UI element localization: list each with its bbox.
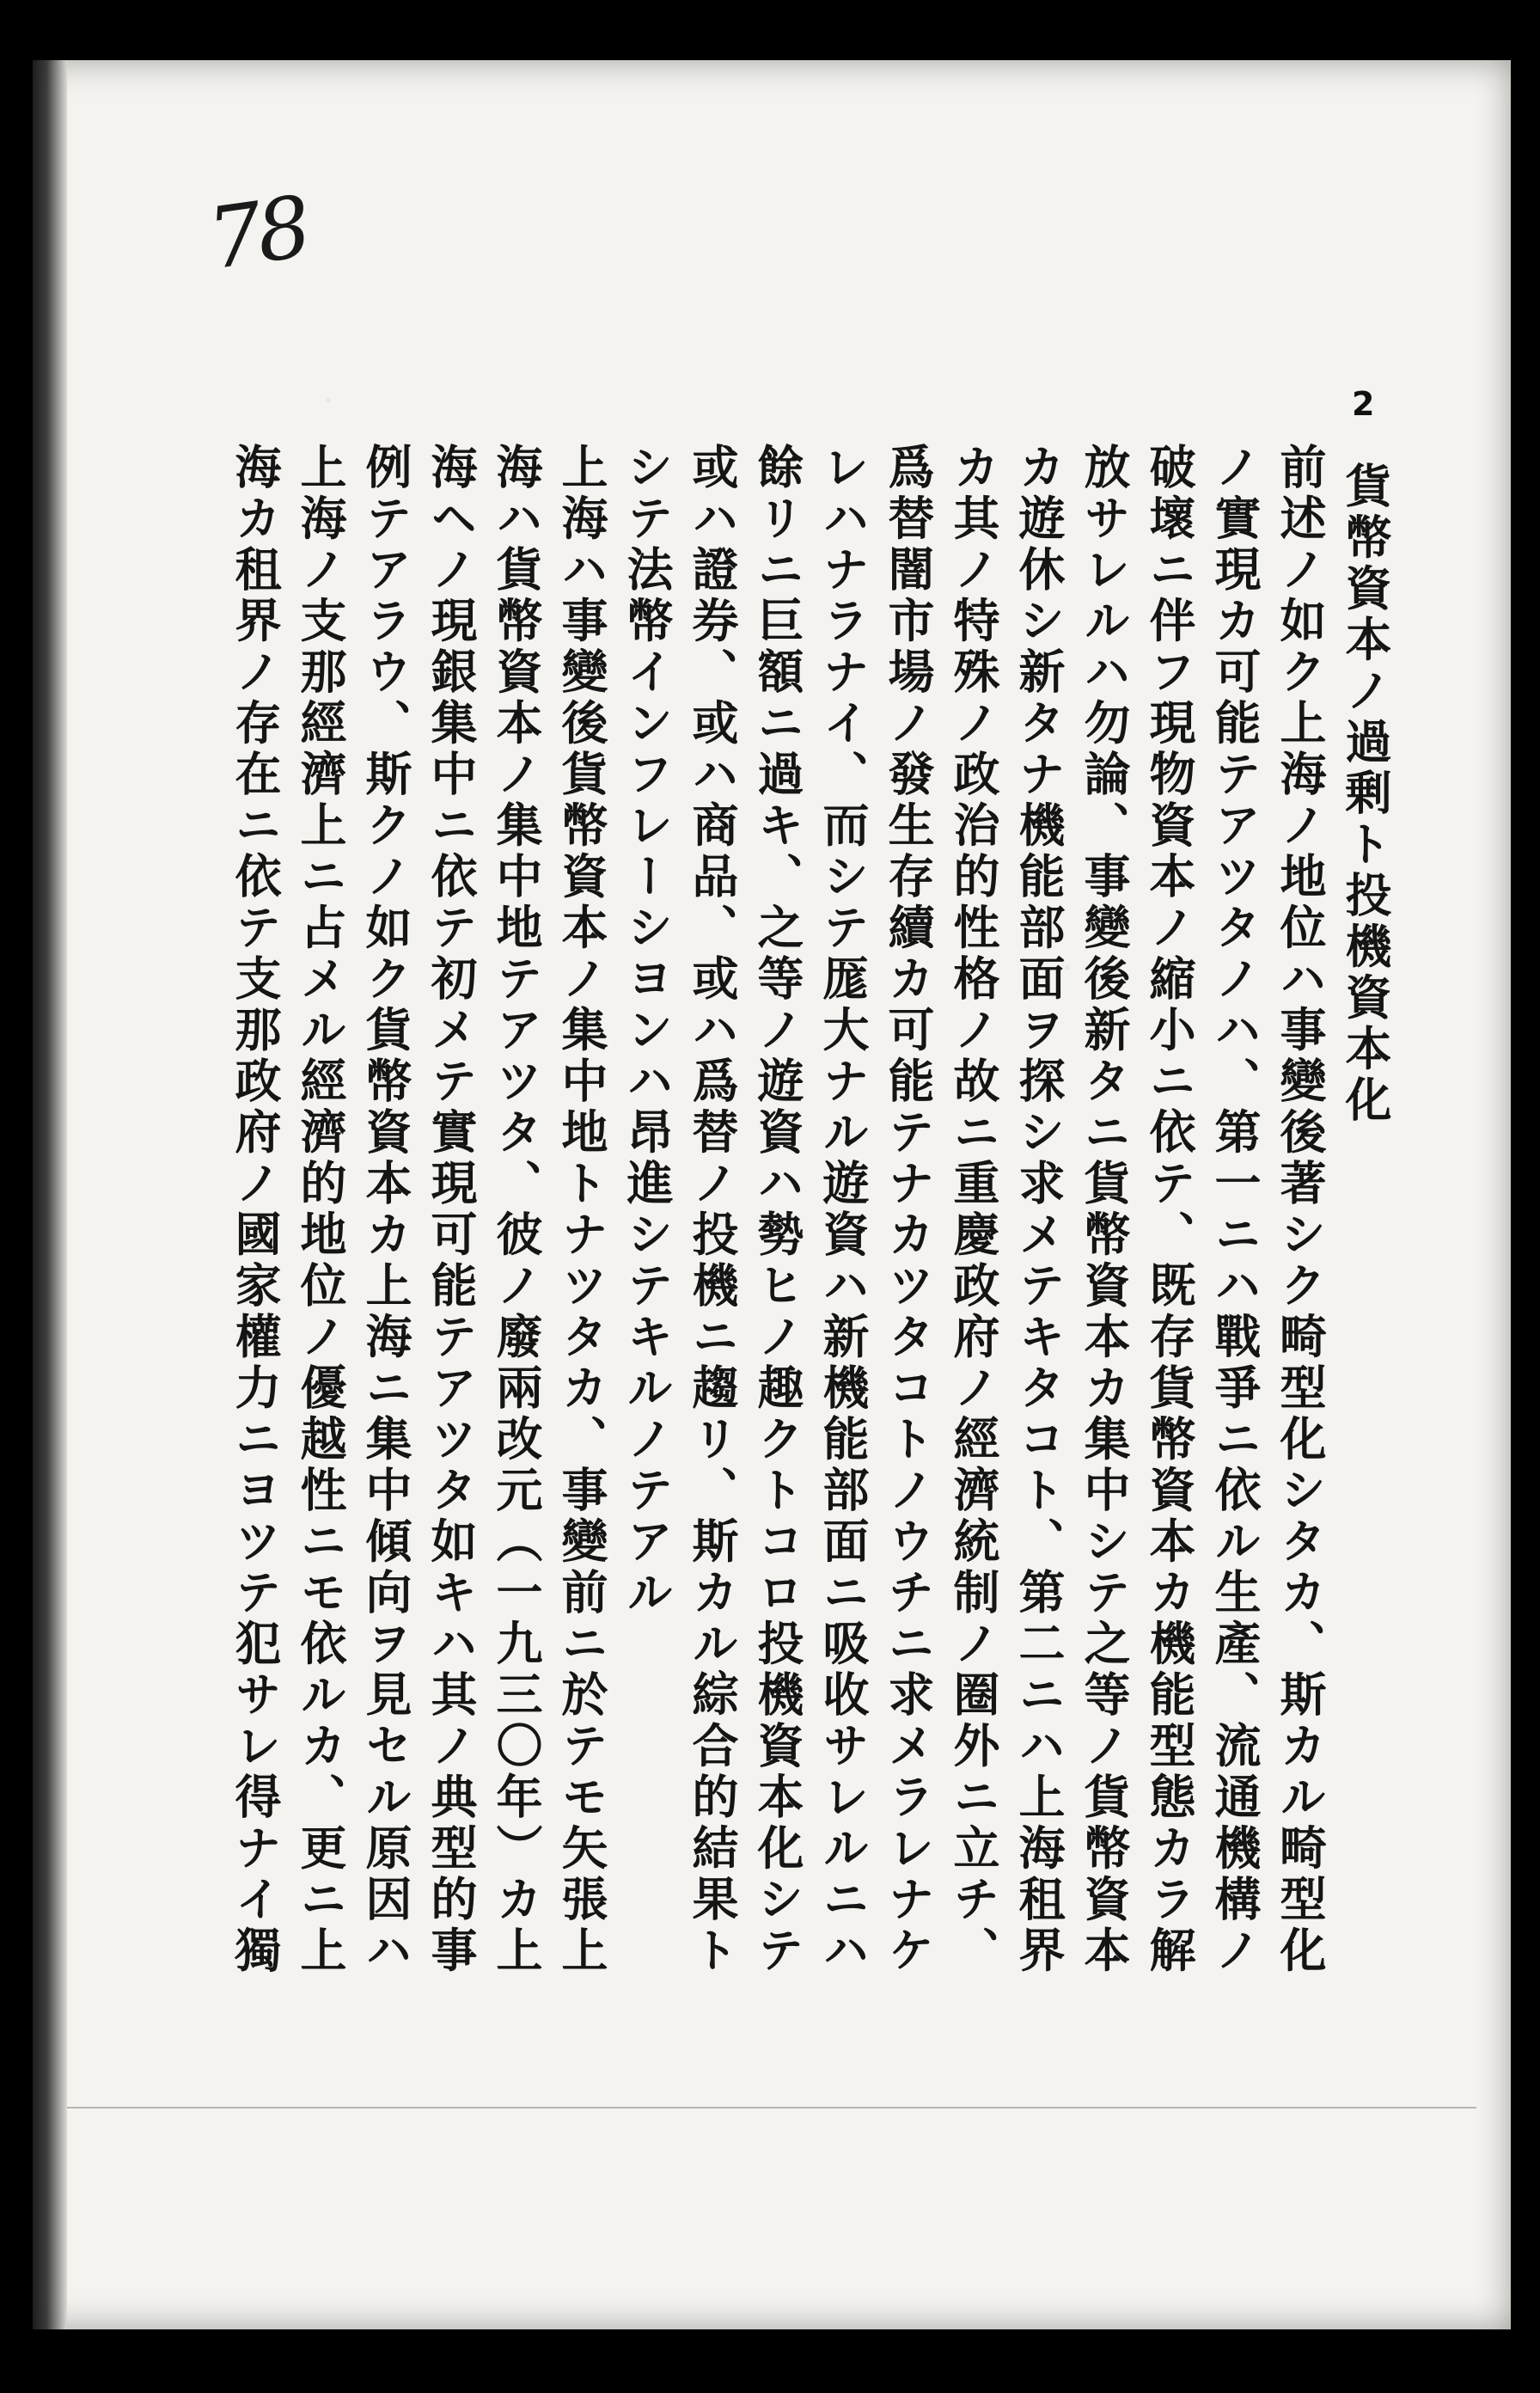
- text-column: 放サレルハ勿論、事變後新タニ貨幣資本カ集中シテ之等ノ貨幣資本: [1077, 443, 1132, 1977]
- text-column: ノ實現カ可能テアツタノハ、第一ニハ戰爭ニ依ル生產、流通機構ノ: [1207, 443, 1262, 1977]
- text-column: 海ハ貨幣資本ノ集中地テアツタ、彼ノ廢兩改元（一九三〇年）カ上: [489, 443, 544, 1977]
- text-column: 破壞ニ伴フ現物資本ノ縮小ニ依テ、既存貨幣資本カ機能型態カラ解: [1142, 443, 1197, 1977]
- text-column: カ遊休シ新タナ機能部面ヲ探シ求メテキタコト、第二ニハ上海租界: [1011, 443, 1066, 1977]
- text-column: レハナラナイ、而シテ厖大ナル遊資ハ新機能部面ニ吸收サレルニハ: [816, 443, 871, 1977]
- vertical-text-block: [226, 443, 1395, 2256]
- text-column: 爲替闇市場ノ發生存續カ可能テナカツタコトノウチニ求メラレナケ: [881, 443, 936, 1977]
- text-column: 海ヘノ現銀集中ニ依テ初メテ實現可能テアツタ如キハ其ノ典型的事: [424, 443, 479, 1977]
- text-column: カ其ノ特殊ノ政治的性格ノ故ニ重慶政府ノ經濟統制ノ圈外ニ立チ、: [946, 443, 1001, 1977]
- text-column: 或ハ證券、或ハ商品、或ハ爲替ノ投機ニ趨リ、斯カル綜合的結果ト: [685, 443, 740, 1977]
- document-page: [33, 60, 1511, 2329]
- text-column: 前述ノ如ク上海ノ地位ハ事變後著シク畸型化シタカ、斯カル畸型化: [1273, 443, 1328, 1977]
- printed-page-number: 2: [1352, 385, 1375, 423]
- text-column: 餘リニ巨額ニ過キ、之等ノ遊資ハ勢ヒノ趣クトコロ投機資本化シテ: [750, 443, 805, 1977]
- handwritten-page-number: 78: [202, 178, 313, 290]
- section-heading: 貨幣資本ノ過剰ト投機資本化: [1338, 462, 1393, 1127]
- text-column: シテ法幣インフレーシヨンハ昂進シテキルノテアル: [620, 443, 675, 1619]
- text-column: 例テアラウ、斯クノ如ク貨幣資本カ上海ニ集中傾向ヲ見セル原因ハ: [358, 443, 413, 1977]
- text-column: 上海ハ事變後貨幣資本ノ集中地トナツタカ、事變前ニ於テモ矢張上: [554, 443, 609, 1977]
- scan-edge-shadow: [33, 60, 67, 2329]
- text-column: 海カ租界ノ存在ニ依テ支那政府ノ國家權力ニヨツテ犯サレ得ナイ獨: [228, 443, 283, 1977]
- text-column: 上海ノ支那經濟上ニ占メル經濟的地位ノ優越性ニモ依ルカ、更ニ上: [293, 443, 348, 1977]
